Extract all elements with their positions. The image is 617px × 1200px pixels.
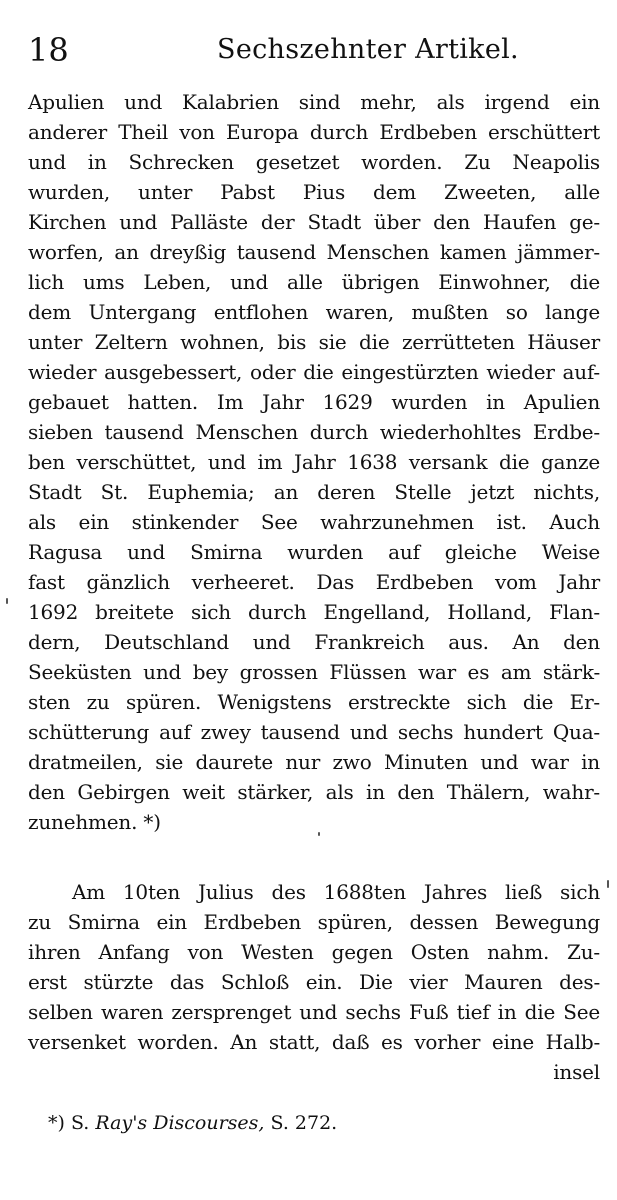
footnote-marker: *) S.	[48, 1112, 90, 1134]
paper-speck	[318, 832, 320, 836]
page-header	[28, 28, 603, 72]
footnote	[48, 1108, 337, 1138]
text-line: unter Zeltern wohnen, bis sie die zerrütteten Häuser	[28, 330, 600, 354]
text-line: fast gänzlich verheeret. Das Erdbeben vom Jahr	[28, 570, 600, 594]
page-number: 18	[28, 31, 69, 69]
text-line: dratmeilen, sie daurete nur zwo Minuten und war in	[28, 750, 600, 774]
text-line: versenket worden. An statt, daß es vorher eine Halb-	[28, 1030, 600, 1054]
text-line: worfen, an dreyßig tausend Menschen kamen jämmer-	[28, 240, 600, 264]
text-line: 1692 breitete sich durch Engelland, Holland, Flan-	[28, 600, 600, 624]
text-line: dem Untergang entflohen waren, mußten so lange	[28, 300, 600, 324]
footnote-source: Ray's Discourses,	[95, 1112, 265, 1134]
text-line: zu Smirna ein Erdbeben spüren, dessen Bewegung	[28, 910, 600, 934]
catchword: insel	[553, 1060, 600, 1084]
text-line: als ein stinkender See wahrzunehmen ist. Auch	[28, 510, 600, 534]
running-title: Sechszehnter Artikel.	[217, 34, 519, 65]
text-line: Ragusa und Smirna wurden auf gleiche Weise	[28, 540, 600, 564]
paper-speck	[607, 880, 609, 888]
text-line: erst stürzte das Schloß ein. Die vier Mauren des-	[28, 970, 600, 994]
text-line: ben verschüttet, und im Jahr 1638 versank die ganze	[28, 450, 600, 474]
text-line: Am 10ten Julius des 1688ten Jahres ließ sich	[72, 880, 600, 904]
paper-speck	[6, 598, 8, 604]
text-line: anderer Theil von Europa durch Erdbeben erschüttert	[28, 120, 600, 144]
text-line: selben waren zersprenget und sechs Fuß tief in die See	[28, 1000, 600, 1024]
text-line: schütterung auf zwey tausend und sechs hundert Qua-	[28, 720, 600, 744]
footnote-page-ref: S. 272.	[270, 1112, 338, 1134]
text-line: sieben tausend Menschen durch wiederhohltes Erdbe-	[28, 420, 600, 444]
paragraph-1	[28, 87, 600, 837]
text-line: gebauet hatten. Im Jahr 1629 wurden in Apulien	[28, 390, 600, 414]
text-line: wieder ausgebessert, oder die eingestürzten wieder auf-	[28, 360, 600, 384]
text-line: wurden, unter Pabst Pius dem Zweeten, alle	[28, 180, 600, 204]
text-line: ihren Anfang von Westen gegen Osten nahm. Zu-	[28, 940, 600, 964]
text-line: Stadt St. Euphemia; an deren Stelle jetzt nichts,	[28, 480, 600, 504]
text-line: dern, Deutschland und Frankreich aus. An den	[28, 630, 600, 654]
text-line: den Gebirgen weit stärker, als in den Thälern, wahr-	[28, 780, 600, 804]
text-line: Seeküsten und bey grossen Flüssen war es am stärk-	[28, 660, 600, 684]
text-line: zunehmen. *)	[28, 810, 161, 834]
text-line: und in Schrecken gesetzet worden. Zu Neapolis	[28, 150, 600, 174]
text-line: Kirchen und Palläste der Stadt über den Haufen ge-	[28, 210, 600, 234]
text-line: sten zu spüren. Wenigstens erstreckte sich die Er-	[28, 690, 600, 714]
text-line: Apulien und Kalabrien sind mehr, als irgend ein	[28, 90, 600, 114]
text-line: lich ums Leben, und alle übrigen Einwohner, die	[28, 270, 600, 294]
paragraph-2	[28, 877, 600, 1087]
